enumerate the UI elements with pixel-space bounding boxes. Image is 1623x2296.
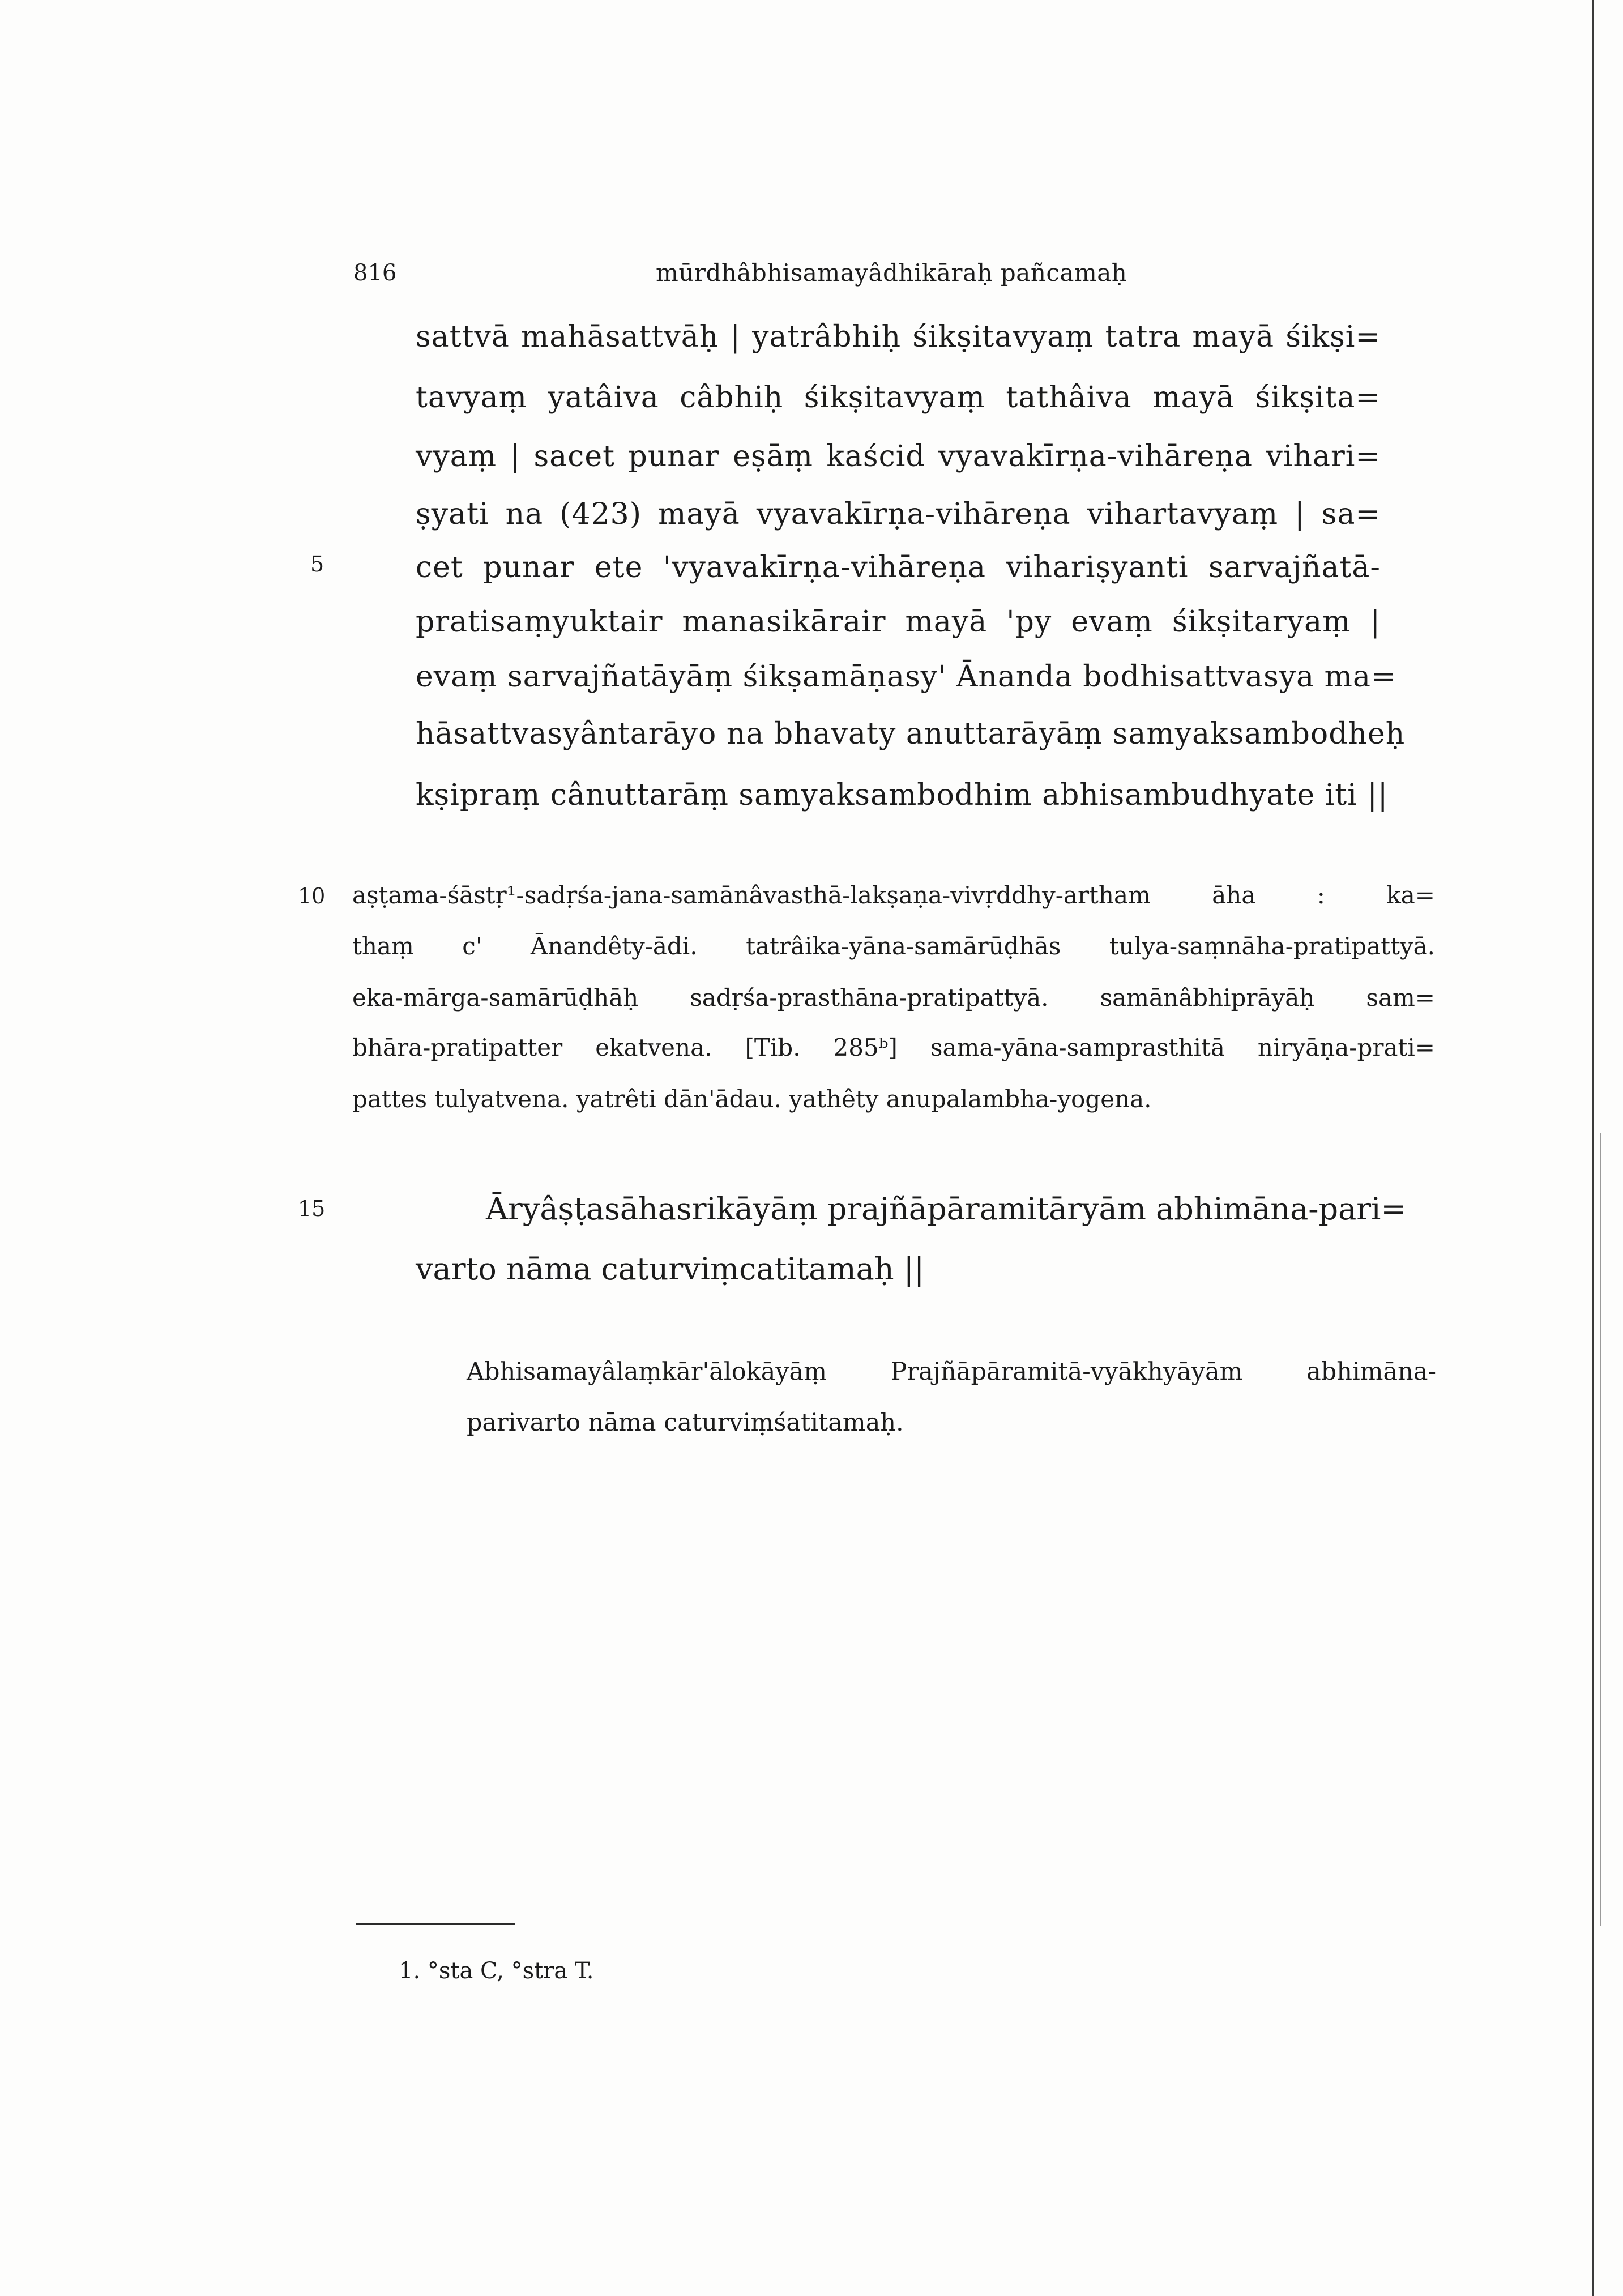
main-text-line: sattvā mahāsattvāḥ | yatrâbhiḥ śikṣitavyaṃ tatra mayā śikṣi=	[416, 320, 1381, 354]
aloka-colophon-line: parivarto nāma caturviṃśatitamaḥ.	[467, 1409, 904, 1437]
commentary-line: thaṃ c' Ānandêty-ādi. tatrâika-yāna-samārūḍhās tulya-saṃnāha-pratipattyā.	[352, 932, 1435, 960]
commentary-line: pattes tulyatvena. yatrêti dān'ādau. yathêty anupalambha-yogena.	[352, 1085, 1152, 1113]
binding-edge-shadow	[1600, 1133, 1601, 1926]
footnote: 1. °sta C, °stra T.	[399, 1958, 594, 1984]
main-text-line: hāsattvasyântarāyo na bhavaty anuttarāyāṃ samyaksambodheḥ	[416, 717, 1406, 751]
main-text-line: vyaṃ | sacet punar eṣāṃ kaścid vyavakīrṇa-vihāreṇa vihari=	[416, 439, 1381, 473]
running-head: mūrdhâbhisamayâdhikāraḥ pañcamaḥ	[656, 259, 1127, 287]
line-number-10: 10	[298, 884, 326, 908]
main-text-line: kṣipraṃ cânuttarāṃ samyaksambodhim abhisambudhyate iti ||	[416, 778, 1389, 812]
colophon-line: Āryâṣṭasāhasrikāyāṃ prajñāpāramitāryām abhimāna-pari=	[486, 1191, 1407, 1227]
colophon-line: varto nāma caturviṃcatitamaḥ ||	[416, 1251, 925, 1287]
page-number: 816	[353, 260, 397, 286]
commentary-line: eka-mārga-samārūḍhāḥ sadṛśa-prasthāna-pratipattyā. samānâbhiprāyāḥ sam=	[352, 984, 1435, 1012]
page-header	[0, 256, 1623, 296]
binding-edge-line	[1592, 0, 1594, 2296]
commentary-line: bhāra-pratipatter ekatvena. [Tib. 285ᵇ] sama-yāna-samprasthitā niryāṇa-prati=	[352, 1034, 1435, 1061]
main-text-line: pratisaṃyuktair manasikārair mayā 'py evaṃ śikṣitaryaṃ |	[416, 605, 1381, 639]
line-number-15: 15	[298, 1196, 326, 1221]
main-text-line: evaṃ sarvajñatāyāṃ śikṣamāṇasy' Ānanda bodhisattvasya ma=	[416, 660, 1396, 694]
main-text-line: ṣyati na (423) mayā vyavakīrṇa-vihāreṇa vihartavyaṃ | sa=	[416, 497, 1381, 531]
aloka-colophon-line: Abhisamayâlaṃkār'ālokāyāṃ Prajñāpāramitā-vyākhyāyām abhimāna-	[467, 1358, 1436, 1386]
commentary-line: aṣṭama-śāstṛ¹-sadṛśa-jana-samānâvasthā-lakṣaṇa-vivṛddhy-artham āha : ka=	[352, 881, 1435, 909]
footnote-rule	[356, 1923, 515, 1925]
main-text-line: cet punar ete 'vyavakīrṇa-vihāreṇa vihariṣyanti sarvajñatā-	[416, 550, 1381, 584]
line-number-5: 5	[310, 552, 324, 577]
main-text-line: tavyaṃ yatâiva câbhiḥ śikṣitavyaṃ tathâiva mayā śikṣita=	[416, 381, 1381, 415]
